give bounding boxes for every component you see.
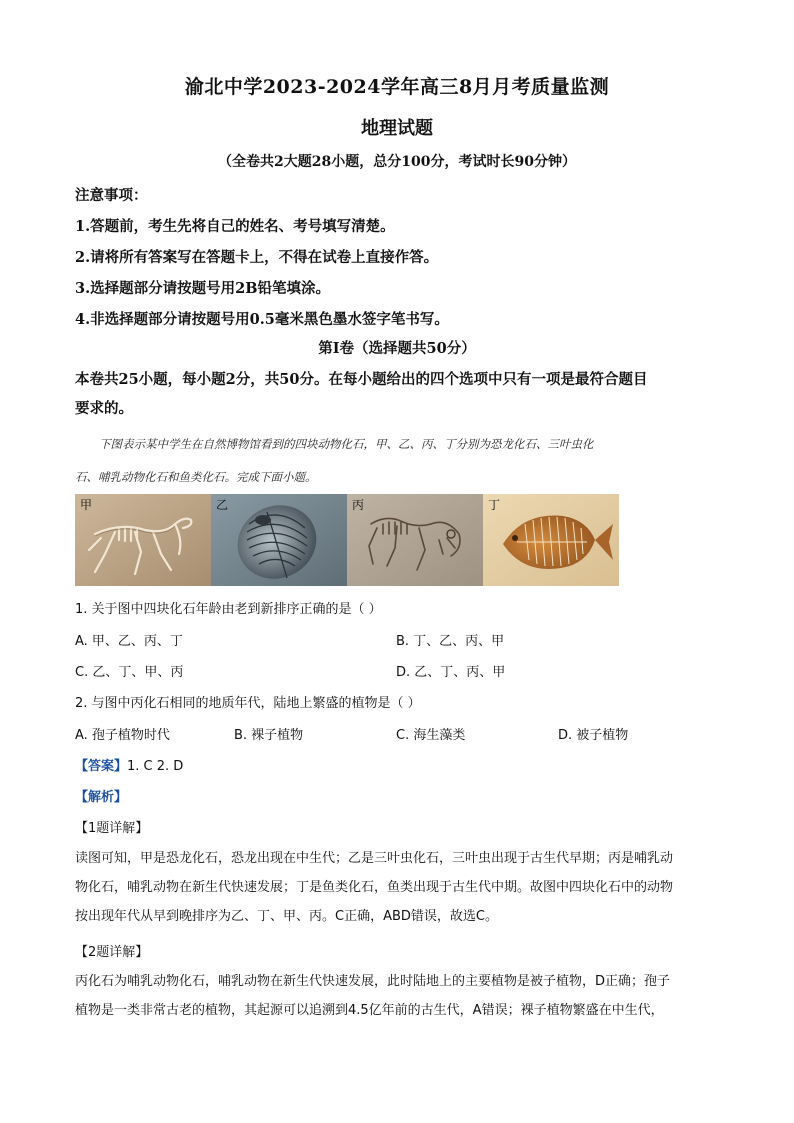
panel-label: 丁 [488, 498, 501, 512]
analysis-label: 【解析】 [75, 790, 128, 805]
intro-line: 本卷共25小题，每小题2分，共50分。在每小题给出的四个选项中只有一项是最符合题目 [75, 371, 648, 388]
paragraph-line: 读图可知，甲是恐龙化石，恐龙出现在中生代；乙是三叶虫化石，三叶虫出现于古生代早期；丙是哺乳动 [75, 851, 674, 866]
notes-block [75, 180, 725, 335]
subject-title: 地理试题 [361, 118, 433, 139]
mammal-fossil-image [347, 494, 483, 586]
fossil-panel-mammal [347, 494, 483, 586]
fossil-panel-trilobite [211, 494, 347, 586]
answer-value: 1. C 2. D [127, 759, 184, 774]
panel-label: 丙 [352, 498, 365, 512]
note-item: 1.答题前，考生先将自己的姓名、考号填写清楚。 [75, 218, 395, 235]
detail1-heading: 【1题详解】 [75, 821, 149, 836]
section-title: 第Ⅰ卷（选择题共50分） [318, 340, 476, 357]
q2-option-c: C. 海生藻类 [396, 728, 466, 743]
question-2: 2. 与图中丙化石相同的地质年代，陆地上繁盛的植物是（ ） [75, 696, 421, 711]
notes-heading: 注意事项： [75, 187, 148, 204]
intro-line: 要求的。 [75, 400, 133, 417]
analysis-line [75, 786, 127, 805]
paragraph-line: 按出现年代从早到晚排序为乙、丁、甲、丙。C正确，ABD错误，故选C。 [75, 909, 498, 924]
question-1: 1. 关于图中四块化石年龄由老到新排序正确的是（ ） [75, 602, 382, 617]
q1-option-b: B. 丁、乙、丙、甲 [396, 634, 505, 649]
paragraph-line: 植物是一类非常古老的植物，其起源可以追溯到4.5亿年前的古生代，A错误；裸子植物繁盛在中生代， [75, 1003, 664, 1018]
panel-label: 乙 [216, 498, 229, 512]
q2-option-a: A. 孢子植物时代 [75, 728, 170, 743]
detail2-paragraph [75, 967, 723, 1025]
q1-option-a: A. 甲、乙、丙、丁 [75, 634, 183, 649]
panel-label: 甲 [80, 498, 93, 512]
fossil-panel-fish [483, 494, 619, 586]
paragraph-line: 物化石，哺乳动物在新生代快速发展；丁是鱼类化石，鱼类出现于古生代中期。故图中四块化石中的动物 [75, 880, 674, 895]
stem-line: 下图表示某中学生在自然博物馆看到的四块动物化石，甲、乙、丙、丁分别为恐龙化石、三叶虫化 [99, 437, 594, 451]
detail1-paragraph [75, 844, 723, 931]
exam-title: 渝北中学2023-2024学年高三8月月考质量监测 [184, 76, 610, 98]
answer-label: 【答案】 [75, 759, 128, 774]
question-stem [75, 428, 723, 494]
section-intro [75, 365, 723, 423]
q1-option-d: D. 乙、丁、丙、甲 [396, 665, 506, 680]
paragraph-line: 丙化石为哺乳动物化石，哺乳动物在新生代快速发展，此时陆地上的主要植物是被子植物，D正确；孢子 [75, 974, 671, 989]
answer-line [75, 755, 183, 774]
note-item: 3.选择题部分请按题号用2B铅笔填涂。 [75, 280, 330, 297]
note-item: 2.请将所有答案写在答题卡上，不得在试卷上直接作答。 [75, 249, 439, 266]
fish-fossil-image [483, 494, 619, 586]
detail2-heading: 【2题详解】 [75, 945, 149, 960]
q2-option-b: B. 裸子植物 [234, 728, 304, 743]
trilobite-fossil-image [211, 494, 347, 586]
q2-option-d: D. 被子植物 [558, 728, 629, 743]
exam-meta: （全卷共2大题28小题，总分100分，考试时长90分钟） [218, 154, 576, 170]
fossil-figure [75, 494, 619, 586]
stem-line: 石、哺乳动物化石和鱼类化石。完成下面小题。 [75, 470, 317, 484]
q1-option-c: C. 乙、丁、甲、丙 [75, 665, 184, 680]
dinosaur-fossil-image [75, 494, 211, 586]
note-item: 4.非选择题部分请按题号用0.5毫米黑色墨水签字笔书写。 [75, 311, 449, 328]
fossil-panel-dinosaur [75, 494, 211, 586]
